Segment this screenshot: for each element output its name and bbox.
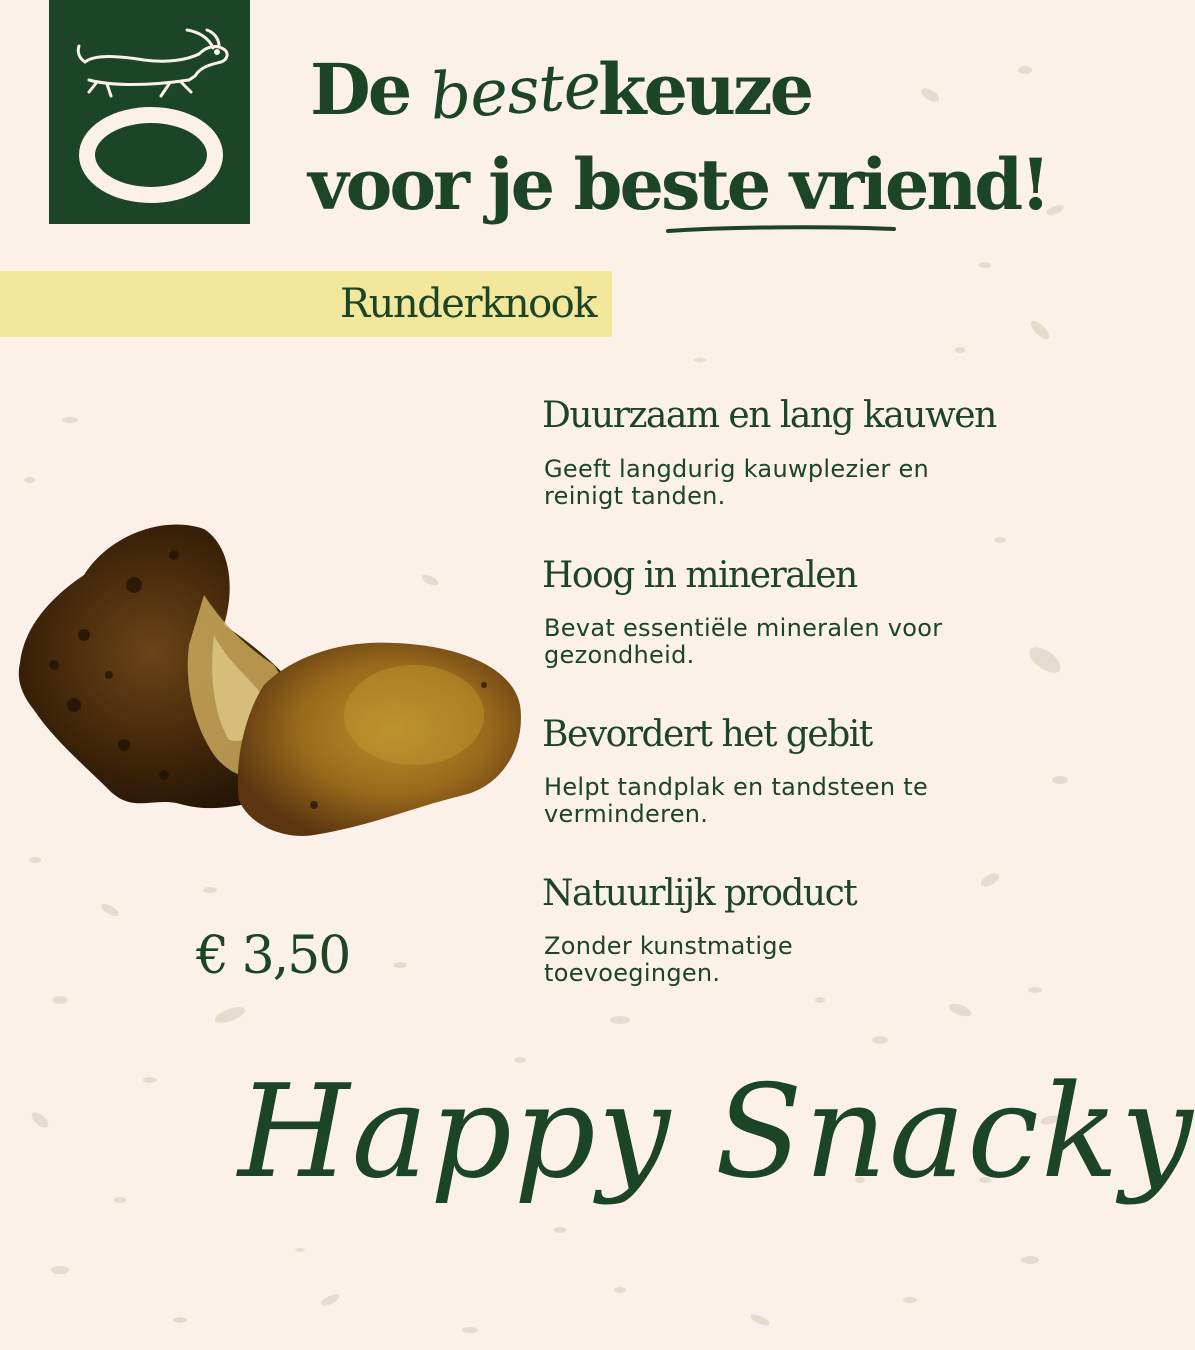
dog-and-bowl-logo-icon (49, 0, 250, 224)
headline-line1-before: De (310, 48, 410, 131)
beef-knuckle-bone-icon (14, 515, 526, 845)
feature-title: Natuurlijk product (542, 873, 857, 914)
feature-title: Hoog in mineralen (542, 555, 857, 596)
product-price: € 3,50 (196, 926, 350, 986)
feature-description: Helpt tandplak en tandsteen te verminderen. (544, 773, 929, 828)
feature-description: Geeft langdurig kauwplezier en reinigt tanden. (544, 455, 930, 510)
feature-title: Duurzaam en lang kauwen (542, 395, 996, 436)
feature-description: Zonder kunstmatige toevoegingen. (544, 932, 793, 987)
product-name: Runderknook (340, 281, 596, 327)
headline-line1-script: beste (427, 49, 603, 135)
feature-description: Bevat essentiële mineralen voor gezondheid. (544, 614, 943, 669)
product-name-banner (0, 271, 612, 337)
headline-line1-after: keuze (598, 48, 812, 131)
headline-line2: voor je beste vriend! (308, 143, 1048, 226)
brand-signature: Happy Snacky (238, 1058, 1195, 1207)
brand-logo (49, 0, 250, 224)
feature-title: Bevordert het gebit (542, 714, 872, 755)
headline-underline (666, 222, 896, 236)
